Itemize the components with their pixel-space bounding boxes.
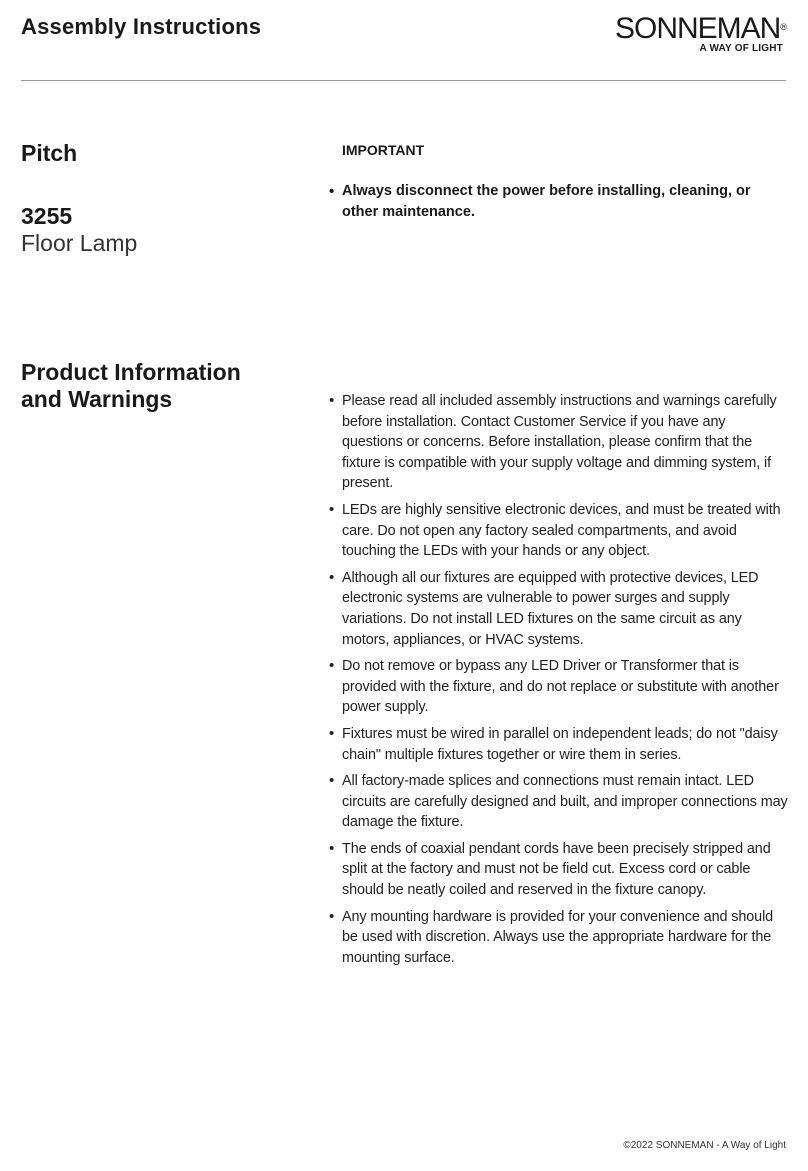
list-item-text: Any mounting hardware is provided for your convenience and should be used with discretion. Always use the appropriate hardware for the mounting surface. [342, 908, 774, 966]
important-label: IMPORTANT [342, 142, 425, 158]
bullet-icon: • [329, 657, 335, 675]
list-item [329, 907, 788, 969]
list-item [329, 771, 788, 833]
list-item-text: Do not remove or bypass any LED Driver or Transformer that is provided with the fixture, and do not replace or substitute with another power supply. [342, 658, 779, 716]
section-title [21, 359, 241, 413]
bullet-icon: • [329, 500, 335, 518]
list-item [329, 656, 788, 718]
list-item [329, 181, 788, 223]
bullet-icon: • [329, 907, 335, 925]
page-title: Assembly Instructions [21, 14, 262, 39]
warnings-list [329, 391, 788, 974]
list-item-text: Always disconnect the power before installing, cleaning, or other maintenance. [342, 183, 751, 220]
bullet-icon: • [329, 772, 335, 790]
brand-tagline: A WAY OF LIGHT [699, 43, 783, 54]
bullet-icon: • [329, 183, 335, 200]
product-type: Floor Lamp [21, 230, 138, 256]
bullet-icon: • [329, 392, 335, 409]
bullet-icon: • [329, 568, 335, 586]
list-item [329, 724, 788, 765]
list-item [329, 500, 788, 562]
list-item-text: All factory-made splices and connections must remain intact. LED circuits are carefully designed and built, and improper connections may damage the fixture. [342, 773, 788, 831]
product-model: 3255 [21, 203, 73, 229]
product-name: Pitch [21, 140, 78, 166]
brand-name: SONNEMAN® [615, 12, 786, 45]
list-item [329, 839, 788, 901]
footer-copyright: ©2022 SONNEMAN - A Way of Light [623, 1140, 786, 1151]
bullet-icon: • [329, 839, 335, 857]
list-item-text: LEDs are highly sensitive electronic devices, and must be treated with care. Do not open any factory sealed compartments, and avoid touching the LEDs with your hands or any object. [342, 501, 781, 560]
important-list [329, 181, 788, 223]
list-item-text: Fixtures must be wired in parallel on independent leads; do not "daisy chain" multiple fixtures together or wire them in series. [342, 725, 778, 763]
list-item-text: Please read all included assembly instructions and warnings carefully before installation. Contact Customer Service if you have any questions or concerns. Before installation, please confirm that the fixture is compatible with your supply voltage and dimming system, if present. [342, 393, 777, 492]
brand-logo [615, 14, 786, 54]
section-title-line1: Product Information [21, 359, 241, 385]
header-divider [21, 80, 786, 81]
list-item-text: Although all our fixtures are equipped with protective devices, LED electronic systems are vulnerable to power surges and supply variations. Do not install LED fixtures on the same circuit as any motors, appliances, or HVAC systems. [342, 569, 759, 648]
list-item [329, 391, 788, 494]
bullet-icon: • [329, 724, 335, 742]
list-item-text: The ends of coaxial pendant cords have been precisely stripped and split at the factory and must not be field cut. Excess cord or cable should be neatly coiled and reserved in the fixture canopy. [342, 840, 771, 899]
list-item [329, 568, 788, 650]
section-title-line2: and Warnings [21, 386, 173, 412]
registered-mark: ® [780, 22, 786, 32]
